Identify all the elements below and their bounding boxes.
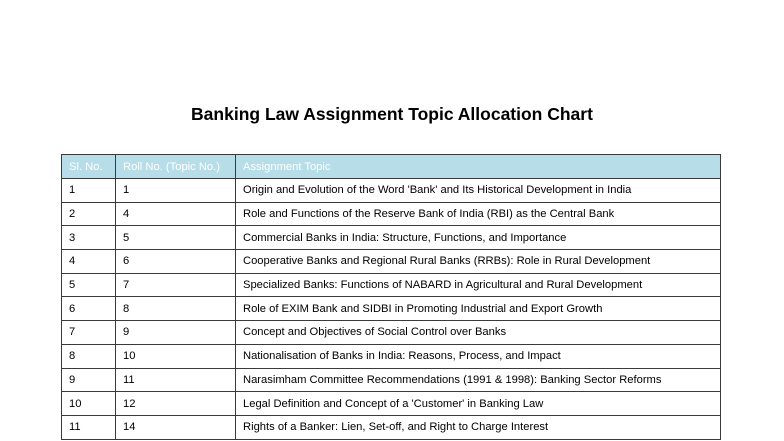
table-row [62,344,721,368]
table-row [62,250,721,274]
table-row [62,392,721,416]
topic-cell: Role of EXIM Bank and SIDBI in Promoting Industrial and Export Growth [236,297,721,321]
roll-no-cell: 7 [116,273,236,297]
roll-no-cell: 14 [116,415,236,439]
header-assignment-topic: Assignment Topic [236,155,721,179]
topic-allocation-table [61,154,721,440]
sl-no-cell: 7 [62,321,116,345]
topic-cell: Commercial Banks in India: Structure, Functions, and Importance [236,226,721,250]
sl-no-cell: 6 [62,297,116,321]
table-row [62,179,721,203]
topic-cell: Concept and Objectives of Social Control over Banks [236,321,721,345]
roll-no-cell: 9 [116,321,236,345]
roll-no-cell: 8 [116,297,236,321]
table-header-row [62,155,721,179]
sl-no-cell: 8 [62,344,116,368]
sl-no-cell: 1 [62,179,116,203]
topic-cell: Narasimham Committee Recommendations (1991 & 1998): Banking Sector Reforms [236,368,721,392]
roll-no-cell: 12 [116,392,236,416]
page-title: Banking Law Assignment Topic Allocation Chart [191,104,593,124]
header-sl-no: Sl. No. [62,155,116,179]
table-row [62,226,721,250]
topic-cell: Legal Definition and Concept of a 'Customer' in Banking Law [236,392,721,416]
topic-cell: Specialized Banks: Functions of NABARD in Agricultural and Rural Development [236,273,721,297]
header-roll-no: Roll No. (Topic No.) [116,155,236,179]
table-row [62,415,721,439]
sl-no-cell: 2 [62,202,116,226]
roll-no-cell: 10 [116,344,236,368]
table-row [62,273,721,297]
table-row [62,321,721,345]
roll-no-cell: 5 [116,226,236,250]
sl-no-cell: 11 [62,415,116,439]
sl-no-cell: 3 [62,226,116,250]
sl-no-cell: 5 [62,273,116,297]
roll-no-cell: 4 [116,202,236,226]
table-row [62,368,721,392]
roll-no-cell: 11 [116,368,236,392]
roll-no-cell: 6 [116,250,236,274]
topic-cell: Origin and Evolution of the Word 'Bank' and Its Historical Development in India [236,179,721,203]
topic-cell: Nationalisation of Banks in India: Reasons, Process, and Impact [236,344,721,368]
roll-no-cell: 1 [116,179,236,203]
table-row [62,202,721,226]
sl-no-cell: 9 [62,368,116,392]
sl-no-cell: 4 [62,250,116,274]
table-row [62,297,721,321]
sl-no-cell: 10 [62,392,116,416]
topic-cell: Rights of a Banker: Lien, Set-off, and Right to Charge Interest [236,415,721,439]
topic-cell: Cooperative Banks and Regional Rural Banks (RRBs): Role in Rural Development [236,250,721,274]
topic-cell: Role and Functions of the Reserve Bank of India (RBI) as the Central Bank [236,202,721,226]
